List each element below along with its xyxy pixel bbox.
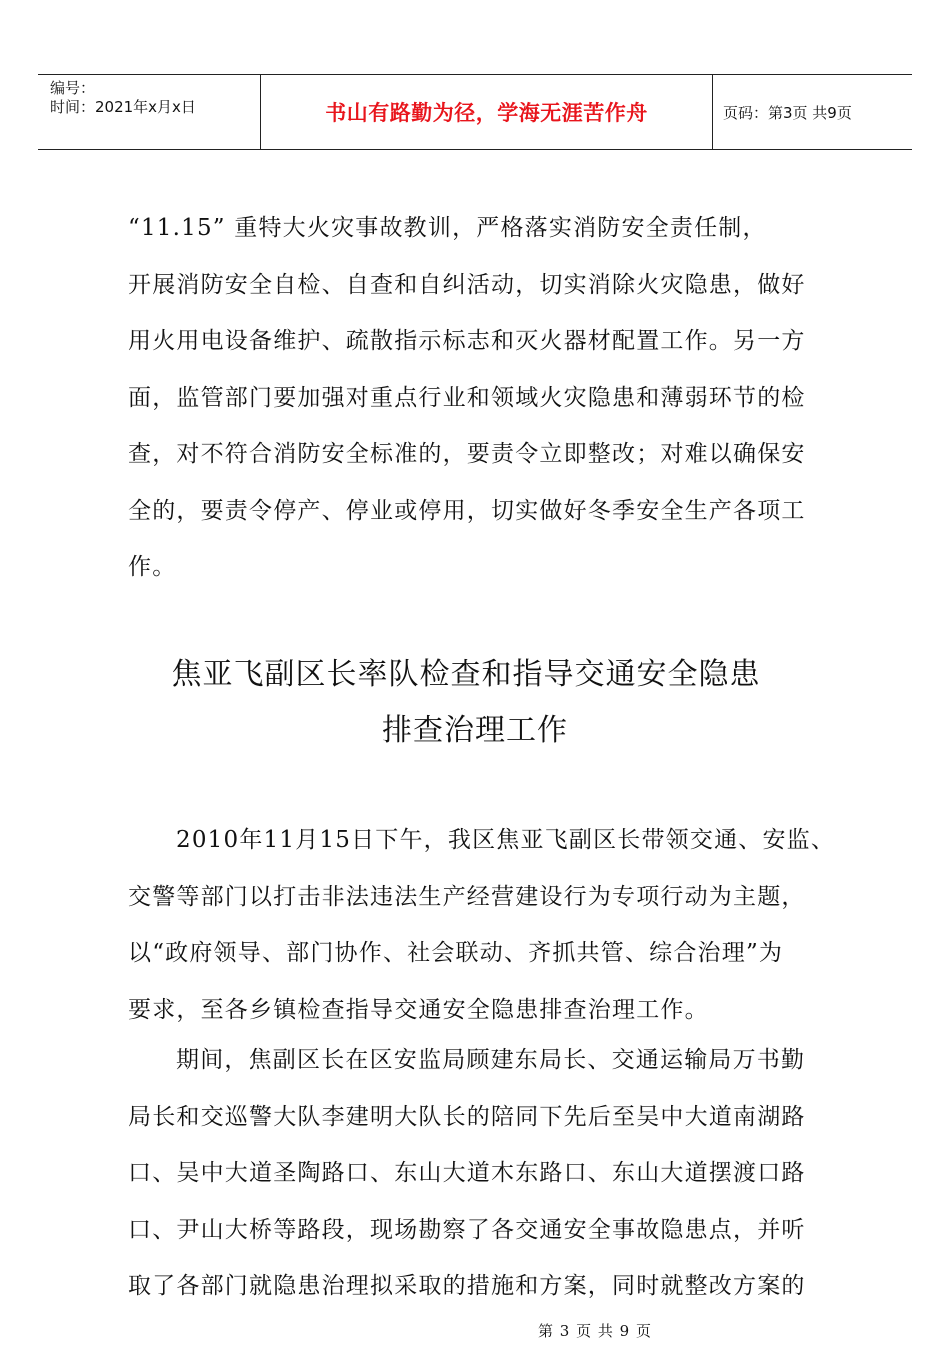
text-line: “11.15” 重特大火灾事故教训，严格落实消防安全责任制， xyxy=(128,215,767,241)
page-footer xyxy=(0,1320,950,1341)
text-line: 用火用电设备维护、疏散指示标志和灭火器材配置工作。另一方 xyxy=(128,328,806,354)
article-paragraph-1 xyxy=(128,812,840,1038)
motto-text: 书山有路勤为径，学海无涯苦作舟 xyxy=(325,101,648,125)
text-line: 开展消防安全自检、自查和自纠活动，切实消除火灾隐患，做好 xyxy=(128,271,806,298)
text-line: 要求，至各乡镇检查指导交通安全隐患排查治理工作。 xyxy=(128,996,709,1023)
text-line: 以“政府领导、部门协作、社会联动、齐抓共管、综合治理”为 xyxy=(128,940,784,966)
serial-number-label: 编号： xyxy=(50,79,96,97)
text-line: 期间，焦副区长在区安监局顾建东局长、交通运输局万书勤 xyxy=(176,1047,806,1073)
text-line: 查，对不符合消防安全标准的，要责令立即整改；对难以确保安 xyxy=(128,441,806,467)
page-info-text: 页码：第3页 共9页 xyxy=(723,103,852,122)
section-1-body xyxy=(128,200,840,596)
text-line: 交警等部门以打击非法违法生产经营建设行为专项行动为主题， xyxy=(128,883,806,910)
article-paragraph-2 xyxy=(128,1032,840,1315)
text-line: 口、吴中大道圣陶路口、东山大道木东路口、东山大道摆渡口路 xyxy=(128,1160,806,1186)
header-motto-cell xyxy=(261,75,713,149)
article-title-line-2: 排查治理工作 xyxy=(382,713,568,748)
text-line: 口、尹山大桥等路段，现场勘察了各交通安全事故隐患点，并听 xyxy=(128,1216,806,1243)
text-line: 全的，要责令停产、停业或停用，切实做好冬季安全生产各项工 xyxy=(128,497,806,524)
header-page-info xyxy=(713,75,912,149)
article-title xyxy=(0,647,950,759)
document-header xyxy=(38,74,912,150)
text-line: 面，监管部门要加强对重点行业和领域火灾隐患和薄弱环节的检 xyxy=(128,384,806,411)
article-title-line-1: 焦亚飞副区长率队检查和指导交通安全隐患 xyxy=(171,657,761,692)
footer-page-number: 第 3 页 共 9 页 xyxy=(538,1322,652,1340)
text-line: 作。 xyxy=(128,554,177,580)
header-meta xyxy=(38,75,261,149)
date-label: 时间：2021年x月x日 xyxy=(50,98,196,116)
text-line: 局长和交巡警大队李建明大队长的陪同下先后至吴中大道南湖路 xyxy=(128,1103,806,1130)
text-line: 2010年11月15日下午，我区焦亚飞副区长带领交通、安监、 xyxy=(176,827,836,853)
text-line: 取了各部门就隐患治理拟采取的措施和方案，同时就整改方案的 xyxy=(128,1273,806,1299)
